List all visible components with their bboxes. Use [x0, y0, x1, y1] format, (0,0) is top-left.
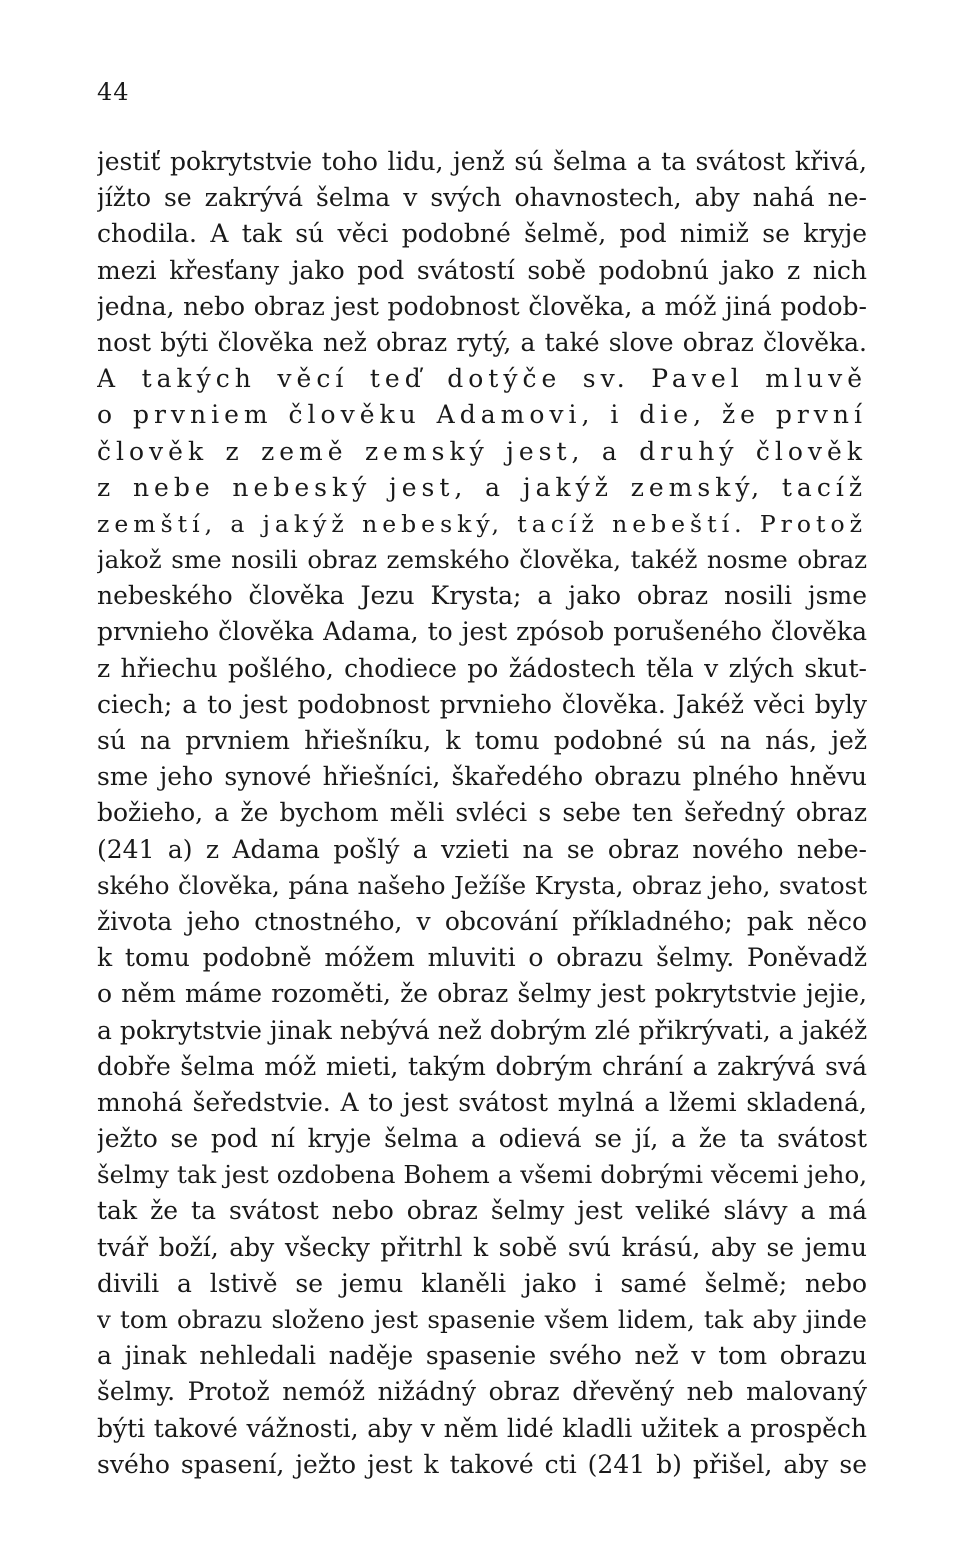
text-line: z nebe nebeský jest, a jakýž zemský, tacíž	[97, 472, 867, 502]
text-line: božieho, a že bychom měli svléci s sebe ten šeředný obraz	[97, 798, 867, 828]
text-line: z hřiechu pošlého, chodiece po žádostech těla v zlých skut-	[97, 653, 867, 683]
text-line: A takých věcí teď dotýče sv. Pavel mluvě	[97, 364, 867, 394]
text-line: divili a lstivě se jemu klaněli jako i samé šelmě; nebo	[97, 1268, 867, 1298]
text-line: sú na prvniem hřiešníku, k tomu podobné sú na nás, jež	[97, 726, 867, 755]
text-line: jestiť pokrytstvie toho lidu, jenž sú šelma a ta svátost křivá,	[97, 147, 867, 176]
text-line: tak že ta svátost nebo obraz šelmy jest veliké slávy a má	[97, 1196, 867, 1226]
text-line: nebeského člověka Jezu Krysta; a jako obraz nosili jsme	[97, 581, 867, 611]
text-line: jížto se zakrývá šelma v svých ohavnostech, aby nahá ne-	[97, 183, 867, 213]
text-line: ježto se pod ní kryje šelma a odievá se jí, a že ta svátost	[97, 1124, 867, 1154]
text-line: dobře šelma móž mieti, takým dobrým chrání a zakrývá svá	[97, 1051, 867, 1081]
text-line: svého spasení, ježto jest k takové cti (241 b) přišel, aby se	[97, 1449, 867, 1479]
page-number: 44	[97, 78, 130, 106]
text-line: ského člověka, pána našeho Ježíše Krysta, obraz jeho, svatost	[97, 870, 867, 900]
text-line: jakož sme nosili obraz zemského člověka, takéž nosme obraz	[97, 545, 867, 575]
text-line: býti takové vážnosti, aby v něm lidé kladli užitek a prospěch	[97, 1413, 867, 1443]
text-line: prvnieho člověka Adama, to jest zpósob porušeného člověka	[97, 617, 867, 647]
text-line: jedna, nebo obraz jest podobnost člověka, a móž jiná podob-	[97, 291, 867, 321]
text-line: života jeho ctnostného, v obcování příkladného; pak něco	[97, 906, 867, 936]
text-line: člověk z země zemský jest, a druhý člověk	[97, 436, 867, 466]
text-line: nost býti člověka než obraz rytý, a také slove obraz člověka.	[97, 327, 867, 357]
body-text	[97, 144, 867, 1483]
text-line: ciech; a to jest podobnost prvnieho člověka. Jakéž věci byly	[97, 689, 867, 719]
text-line: sme jeho synové hřiešníci, škaředého obrazu plného hněvu	[97, 762, 867, 792]
text-line: tvář boží, aby všecky přitrhl k sobě svú krású, aby se jemu	[97, 1232, 867, 1262]
text-line: (241 a) z Adama pošlý a vzieti na se obraz nového nebe-	[97, 834, 867, 864]
text-line: šelmy. Protož nemóž nižádný obraz dřevěný neb malovaný	[97, 1377, 867, 1407]
text-line: chodila. A tak sú věci podobné šelmě, pod nimiž se kryje	[97, 219, 867, 249]
text-line: o prvniem člověku Adamovi, i die, že první	[97, 400, 867, 430]
text-line: o něm máme rozoměti, že obraz šelmy jest pokrytstvie jejie,	[97, 979, 867, 1009]
text-line: v tom obrazu složeno jest spasenie všem lidem, tak aby jinde	[97, 1305, 867, 1334]
text-line: zemští, a jakýž nebeský, tacíž nebeští. Protož	[97, 509, 867, 538]
text-line: k tomu podobně móžem mluviti o obrazu šelmy. Poněvadž	[97, 943, 867, 973]
text-line: šelmy tak jest ozdobena Bohem a všemi dobrými věcemi jeho,	[97, 1160, 867, 1190]
text-line: mezi křesťany jako pod svátostí sobě podobnú jako z nich	[97, 255, 867, 285]
text-line: a pokrytstvie jinak nebývá než dobrým zlé přikrývati, a jakéž	[97, 1015, 867, 1045]
text-line: a jinak nehledali naděje spasenie svého než v tom obrazu	[97, 1341, 867, 1371]
text-line: mnohá šeředstvie. A to jest svátost mylná a lžemi skladená,	[97, 1087, 867, 1117]
